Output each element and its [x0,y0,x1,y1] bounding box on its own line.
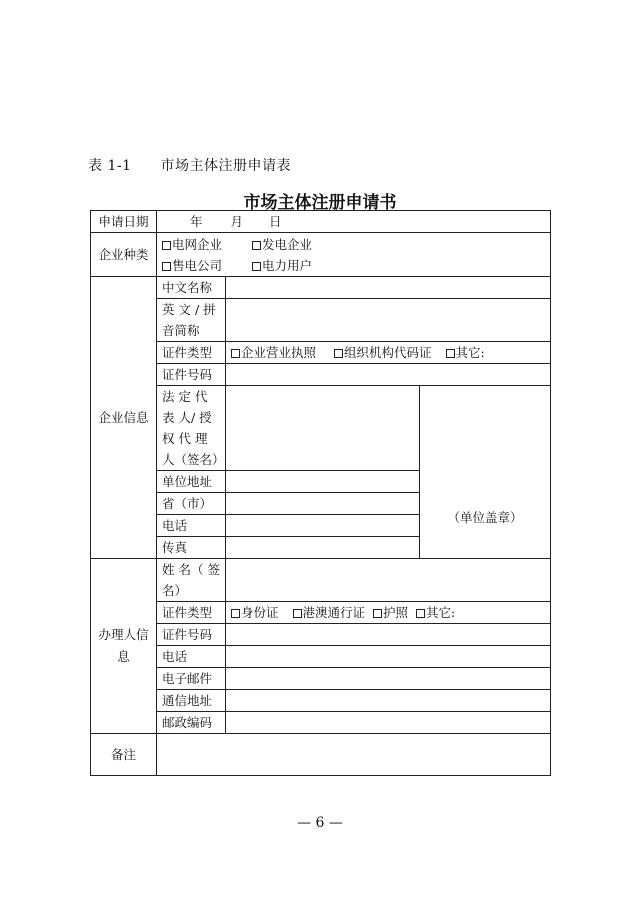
handler-address-label: 通信地址 [157,690,226,712]
form-title: 市场主体注册申请书 [243,193,397,213]
date-year: 年 [190,214,203,229]
handler-info-label: 办理人信息 [91,559,157,734]
checkbox-icon [416,609,425,618]
handler-postcode-input[interactable] [226,712,551,734]
checkbox-icon [252,241,261,250]
option-org-code[interactable]: 组织机构代码证 [334,342,432,363]
province-label: 省（市） [157,493,226,515]
legal-rep-label: 法 定 代 表 人/ 授 权 代 理 人（签名） [157,386,226,471]
handler-cert-type-label: 证件类型 [157,602,226,624]
option-other[interactable]: 其它: [416,602,455,623]
option-power-user[interactable]: 电力用户 [252,255,312,276]
legal-rep-signature[interactable] [226,386,420,471]
checkbox-icon [162,241,171,250]
checkbox-icon [373,609,382,618]
handler-phone-label: 电话 [157,646,226,668]
option-hk-macau-pass[interactable]: 港澳通行证 [293,602,366,623]
checkbox-icon [446,349,455,358]
handler-phone-input[interactable] [226,646,551,668]
handler-email-input[interactable] [226,668,551,690]
address-label: 单位地址 [157,471,226,493]
cert-no-label: 证件号码 [157,364,226,386]
handler-cert-no-input[interactable] [226,624,551,646]
company-type-label: 企业种类 [91,233,157,277]
handler-address-input[interactable] [226,690,551,712]
fax-label: 传真 [157,537,226,559]
phone-label: 电话 [157,515,226,537]
phone-input[interactable] [226,515,420,537]
table-caption-text: 市场主体注册申请表 [160,158,291,174]
option-passport[interactable]: 护照 [373,602,408,623]
option-business-license[interactable]: 企业营业执照 [231,342,316,363]
province-input[interactable] [226,493,420,515]
remarks-input[interactable] [157,734,551,776]
remarks-label: 备注 [91,734,157,776]
option-id-card[interactable]: 身份证 [231,602,279,623]
table-caption [88,155,291,175]
name-en-input[interactable] [226,299,551,342]
table-number: 表 1-1 [88,158,132,174]
handler-email-label: 电子邮件 [157,668,226,690]
page-number: — 6 — [297,815,343,831]
checkbox-icon [231,349,240,358]
handler-name-input[interactable] [226,559,551,602]
handler-name-label: 姓 名（ 签名） [157,559,226,602]
checkbox-icon [252,262,261,271]
date-month: 月 [230,214,244,229]
checkbox-icon [334,349,343,358]
name-cn-input[interactable] [226,277,551,299]
apply-date-label: 申请日期 [91,211,157,233]
handler-cert-no-label: 证件号码 [157,624,226,646]
cert-type-label: 证件类型 [157,342,226,364]
date-day: 日 [269,214,282,229]
name-en-label: 英 文 / 拼音简称 [157,299,226,342]
option-other[interactable]: 其它: [446,342,485,363]
option-power-generation[interactable]: 发电企业 [252,234,312,255]
name-cn-label: 中文名称 [157,277,226,299]
company-seal: （单位盖章） [420,386,551,559]
fax-input[interactable] [226,537,420,559]
checkbox-icon [293,609,302,618]
handler-postcode-label: 邮政编码 [157,712,226,734]
checkbox-icon [162,262,171,271]
cert-no-input[interactable] [226,364,551,386]
apply-date-field[interactable] [157,211,551,233]
address-input[interactable] [226,471,420,493]
company-info-label: 企业信息 [91,277,157,559]
checkbox-icon [231,609,240,618]
option-grid-company[interactable]: 电网企业 [162,234,252,255]
option-retail-company[interactable]: 售电公司 [162,255,252,276]
registration-form [90,210,551,776]
